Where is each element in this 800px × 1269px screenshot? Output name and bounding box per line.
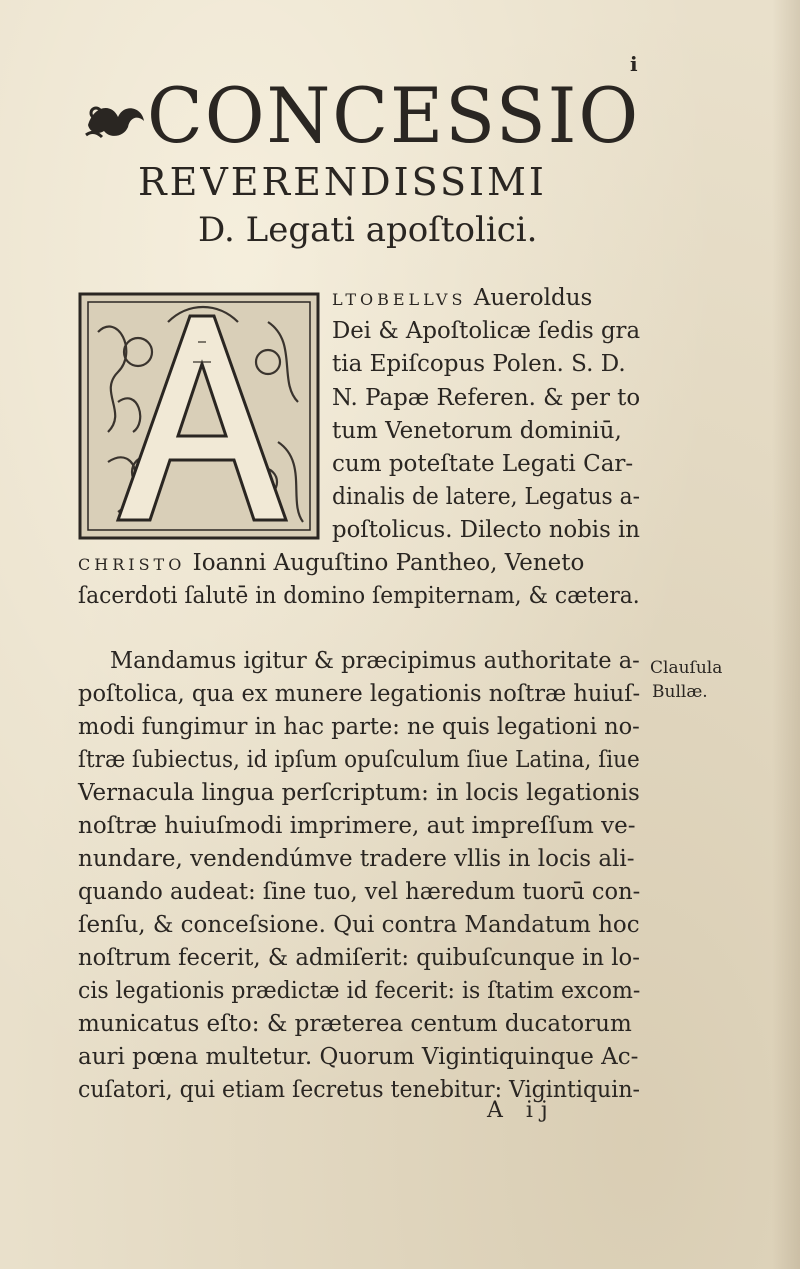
body-line: nundare, vendendúmve tradere vllis in locis ali- (78, 846, 635, 872)
opening-line: tia Epiſcopus Polen. S. D. (332, 351, 626, 377)
opening-line-1 (332, 287, 592, 310)
body-line: municatus eſto: & præterea centum ducatorum (78, 1011, 632, 1037)
body-line: Vernacula lingua perſcriptum: in locis legationis (78, 780, 640, 806)
fleuron-ornament-icon (84, 95, 148, 141)
opening-line: N. Papæ Referen. & per to (332, 385, 641, 411)
catchword: A ij (487, 1098, 556, 1123)
opening-line: tum Venetorum dominiū, (332, 418, 622, 444)
margin-note-line-2: Bullæ. (652, 682, 708, 702)
decorated-initial-a (78, 292, 320, 540)
folio-number: i (630, 52, 638, 76)
title-line-3: D. Legati apoſtolici. (198, 210, 538, 250)
opening-line: cum poteſtate Legati Car- (332, 451, 634, 477)
body-line: Mandamus igitur & præcipimus authoritate a- (110, 648, 640, 674)
christo-line (78, 552, 584, 575)
opening-last-line: ſacerdoti ſalutē in domino ſempiternam, & cætera. (78, 583, 640, 609)
body-line: cis legationis prædictæ id fecerit: is ſtatim excom- (78, 978, 641, 1004)
christo-rest: Ioanni Auguſtino Pantheo, Veneto (185, 550, 585, 576)
opening-line: dinalis de latere, Legatus a- (332, 484, 640, 510)
body-line: cuſatori, qui etiam ſecretus tenebitur: Vigintiquin- (78, 1077, 640, 1103)
margin-note-line-1: Clauſula (650, 658, 723, 678)
body-line: auri pœna multetur. Quorum Vigintiquinque Ac- (78, 1044, 639, 1070)
opening-smallcaps: LTOBELLVS (332, 290, 467, 309)
body-line: quando audeat: ſine tuo, vel hæredum tuorū con- (78, 879, 641, 905)
body-line: ſtræ ſubiectus, id ipſum opuſculum ſiue Latina, ſiue (78, 747, 640, 773)
opening-line: Dei & Apoſtolicæ ſedis gra (332, 318, 641, 344)
body-line: noſtrum fecerit, & admiſerit: quibuſcunque in lo- (78, 945, 640, 971)
body-line: noſtræ huiuſmodi imprimere, aut impreſſum ve- (78, 813, 636, 839)
opening-first-rest: Aueroldus (466, 285, 593, 311)
body-line: modi fungimur in hac parte: ne quis legationi no- (78, 714, 640, 740)
page-edge-shadow (772, 0, 800, 1269)
title-line-1: CONCESSIO (147, 71, 641, 160)
christo-smallcaps: CHRISTO (78, 555, 186, 574)
body-line: ſenſu, & conceſsione. Qui contra Mandatum hoc (78, 912, 640, 938)
body-line: poſtolica, qua ex munere legationis noſtræ huiuſ- (78, 681, 641, 707)
opening-line: poſtolicus. Dilecto nobis in (332, 517, 640, 543)
title-line-2: REVERENDISSIMI (138, 160, 547, 204)
